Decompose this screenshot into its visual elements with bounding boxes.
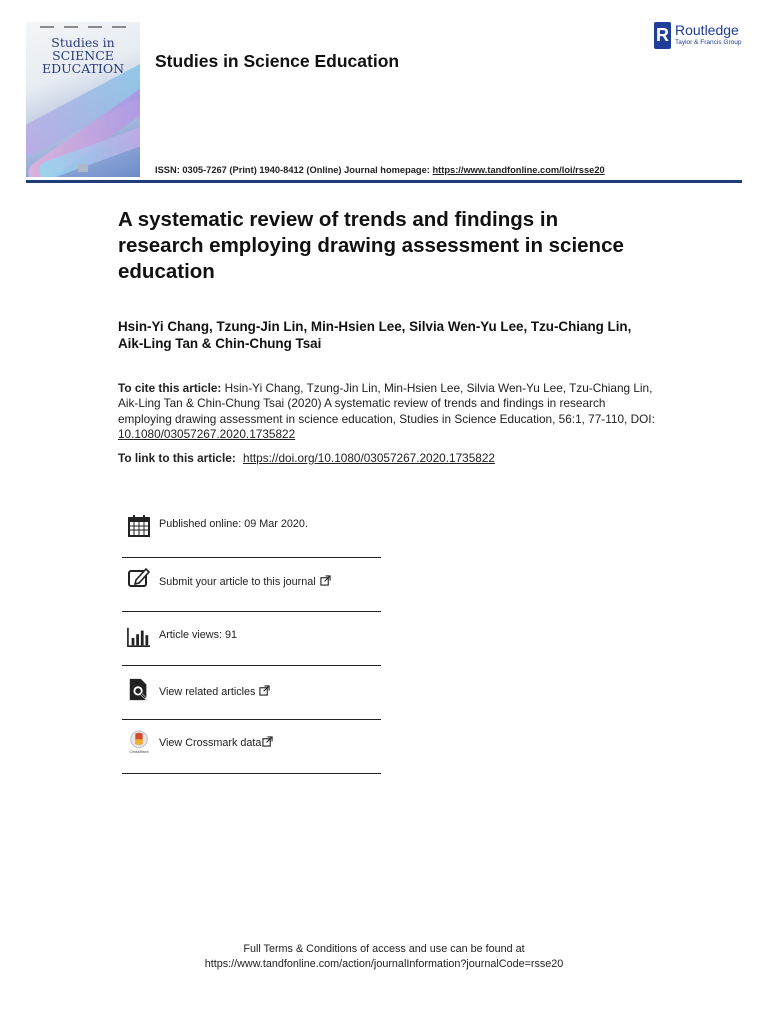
citation-text: Hsin-Yi Chang, Tzung-Jin Lin, Min-Hsien Lee, Silvia Wen-Yu Lee, Tzu-Chiang Lin, Aik-Ling Tan & Chin-Chung Tsai (2020) A systematic review of trends and findings in research employing drawing assessment in science education, Studies in Science Education, 56:1, 77-110, DOI: (118, 381, 655, 426)
related-row[interactable] (122, 666, 381, 720)
routledge-r-icon: R (654, 22, 671, 49)
link-label: To link to this article: (118, 451, 236, 465)
publisher-name: Routledge (675, 22, 739, 38)
citation-doi-link[interactable]: 10.1080/03057267.2020.1735822 (118, 426, 296, 441)
article-link-line (118, 451, 658, 465)
article-info-list (122, 500, 381, 774)
submit-row[interactable] (122, 558, 381, 612)
cover-title-line3: EDUCATION (41, 61, 125, 76)
published-date: Published online: 09 Mar 2020. (159, 518, 308, 530)
article-title: A systematic review of trends and findings in research employing drawing assessment in science education (118, 208, 624, 283)
cover-header-marks (40, 26, 126, 30)
publisher-logo (654, 22, 749, 52)
views-row (122, 612, 381, 666)
article-doi-link[interactable]: https://doi.org/10.1080/03057267.2020.1735822 (243, 451, 495, 465)
terms-text: Full Terms & Conditions of access and use can be found at (243, 943, 525, 955)
edit-icon (127, 566, 151, 590)
submit-article-label: Submit your article to this journal (159, 576, 316, 588)
cover-title-line2: SCIENCE (52, 48, 114, 63)
terms-url: https://www.tandfonline.com/action/journalInformation?journalCode=rsse20 (204, 958, 564, 970)
cover-publisher-logo (78, 164, 88, 172)
article-authors: Hsin-Yi Chang, Tzung-Jin Lin, Min-Hsien Lee, Silvia Wen-Yu Lee, Tzu-Chiang Lin, Aik-Ling Tan & Chin-Chung Tsai (118, 319, 632, 351)
crossmark-icon (127, 730, 151, 754)
bar-chart-icon (127, 625, 151, 649)
header-divider (26, 180, 742, 183)
submit-article-link[interactable] (159, 575, 331, 588)
related-articles-link[interactable] (159, 685, 270, 698)
article-views: Article views: 91 (159, 629, 238, 641)
publisher-subtitle: Taylor & Francis Group (675, 39, 742, 46)
crossmark-label: View Crossmark data (159, 737, 262, 749)
crossmark-link[interactable] (159, 736, 273, 749)
crossmark-badge-text: CrossMark (129, 750, 149, 754)
external-link-icon (262, 736, 273, 747)
journal-title: Studies in Science Education (155, 51, 400, 71)
terms-footer (0, 942, 768, 972)
issn-line (155, 165, 605, 175)
document-search-icon (127, 678, 151, 702)
external-link-icon (320, 575, 331, 586)
cover-title (26, 36, 140, 75)
related-articles-label: View related articles (159, 686, 256, 698)
journal-homepage-link[interactable]: https://www.tandfonline.com/loi/rsse20 (432, 165, 605, 175)
cover-title-line1: Studies in (51, 35, 115, 50)
citation-label: To cite this article: (118, 381, 222, 395)
calendar-icon (127, 514, 151, 538)
issn-text: ISSN: 0305-7267 (Print) 1940-8412 (Online) Journal homepage: (155, 165, 430, 175)
journal-cover-image (26, 22, 140, 177)
published-row (122, 500, 381, 558)
citation-block (118, 381, 658, 442)
external-link-icon (259, 685, 270, 696)
crossmark-row[interactable] (122, 720, 381, 774)
